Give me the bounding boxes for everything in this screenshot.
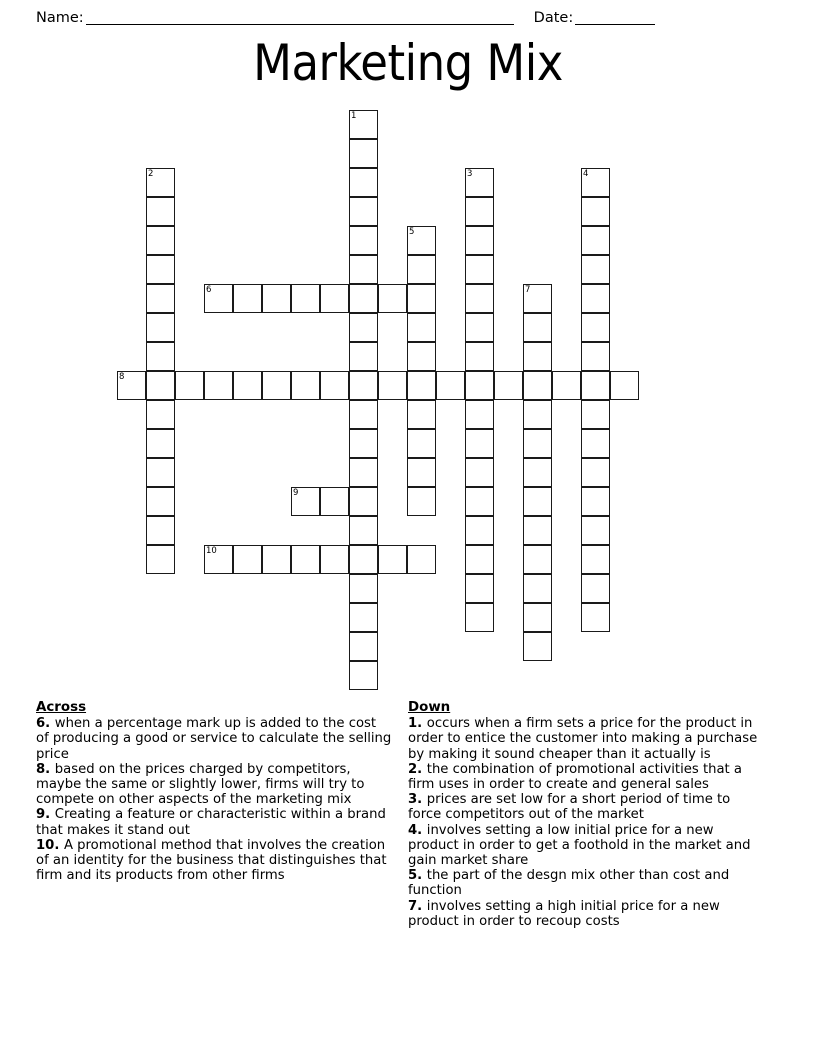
across-clue-list (36, 716, 392, 883)
crossword-cell[interactable] (465, 342, 494, 371)
across-clue (36, 838, 392, 884)
across-clue (36, 716, 392, 762)
crossword-cell[interactable] (349, 429, 378, 458)
clue-text: involves setting a high initial price for a new product in order to recoup costs (408, 898, 720, 929)
crossword-cell[interactable] (465, 400, 494, 429)
clue-number: 1. (408, 716, 427, 732)
crossword-cell[interactable] (204, 284, 233, 313)
crossword-cell[interactable] (146, 516, 175, 545)
crossword-cell[interactable] (523, 516, 552, 545)
crossword-cell[interactable] (581, 487, 610, 516)
crossword-cell[interactable] (349, 632, 378, 661)
clue-text: based on the prices charged by competitors, maybe the same or slightly lower, firms will try to compete on other aspects of the marketing mix (36, 761, 365, 808)
crossword-cell[interactable] (349, 284, 378, 313)
crossword-clue-number: 10 (206, 546, 217, 556)
crossword-cell[interactable] (378, 284, 407, 313)
clue-text: the part of the desgn mix other than cost and function (408, 868, 730, 899)
crossword-cell[interactable] (146, 168, 175, 197)
crossword-cell[interactable] (523, 371, 552, 400)
crossword-cell[interactable] (291, 545, 320, 574)
crossword-cell[interactable] (349, 516, 378, 545)
across-clue (36, 762, 392, 808)
across-clue (36, 807, 392, 837)
crossword-cell[interactable] (581, 313, 610, 342)
crossword-cell[interactable] (349, 487, 378, 516)
crossword-cell[interactable] (523, 603, 552, 632)
crossword-cell[interactable] (610, 371, 639, 400)
crossword-cell[interactable] (349, 226, 378, 255)
crossword-cell[interactable] (465, 545, 494, 574)
crossword-cell[interactable] (233, 284, 262, 313)
clue-text: occurs when a firm sets a price for the product in order to entice the customer into making a purchase by making it sound cheaper than it actually is (408, 716, 758, 762)
crossword-cell[interactable] (146, 487, 175, 516)
crossword-cell[interactable] (146, 342, 175, 371)
crossword-cell[interactable] (320, 545, 349, 574)
crossword-cell[interactable] (407, 545, 436, 574)
crossword-cell[interactable] (581, 168, 610, 197)
crossword-clue-number: 2 (148, 169, 154, 179)
crossword-cell[interactable] (349, 661, 378, 690)
crossword-cell[interactable] (407, 284, 436, 313)
crossword-cell[interactable] (233, 545, 262, 574)
crossword-cell[interactable] (407, 342, 436, 371)
clue-number: 10. (36, 837, 64, 853)
crossword-cell[interactable] (581, 545, 610, 574)
crossword-cell[interactable] (465, 574, 494, 603)
down-heading: Down (408, 700, 451, 715)
crossword-cell[interactable] (146, 313, 175, 342)
crossword-cell[interactable] (146, 429, 175, 458)
crossword-cell[interactable] (523, 545, 552, 574)
crossword-cell[interactable] (349, 139, 378, 168)
crossword-cell[interactable] (349, 168, 378, 197)
clue-text: when a percentage mark up is added to the cost of producing a good or service to calculate the selling price (36, 716, 392, 762)
crossword-cell[interactable] (523, 400, 552, 429)
crossword-cell[interactable] (407, 429, 436, 458)
crossword-cell[interactable] (465, 458, 494, 487)
crossword-cell[interactable] (291, 371, 320, 400)
crossword-clue-number: 5 (409, 227, 415, 237)
crossword-cell[interactable] (523, 632, 552, 661)
crossword-cell[interactable] (523, 458, 552, 487)
crossword-cell[interactable] (378, 545, 407, 574)
crossword-clue-number: 6 (206, 285, 212, 295)
crossword-clue-number: 1 (351, 111, 357, 121)
crossword-cell[interactable] (523, 574, 552, 603)
down-clue (408, 868, 764, 898)
crossword-cell[interactable] (291, 487, 320, 516)
crossword-clue-number: 9 (293, 488, 299, 498)
clue-number: 6. (36, 716, 55, 732)
crossword-cell[interactable] (146, 371, 175, 400)
across-heading: Across (36, 700, 87, 715)
crossword-cell[interactable] (581, 429, 610, 458)
down-clue (408, 823, 764, 869)
crossword-cell[interactable] (523, 342, 552, 371)
crossword-cell[interactable] (349, 400, 378, 429)
crossword-cell[interactable] (465, 429, 494, 458)
crossword-cell[interactable] (349, 197, 378, 226)
crossword-clue-number: 4 (583, 169, 589, 179)
crossword-cell[interactable] (146, 226, 175, 255)
crossword-cell[interactable] (581, 197, 610, 226)
crossword-cell[interactable] (349, 545, 378, 574)
crossword-cell[interactable] (465, 371, 494, 400)
crossword-cell[interactable] (581, 342, 610, 371)
crossword-cell[interactable] (465, 487, 494, 516)
crossword-cell[interactable] (349, 110, 378, 139)
crossword-cell[interactable] (407, 313, 436, 342)
across-clue-column (36, 700, 392, 929)
crossword-cell[interactable] (117, 371, 146, 400)
crossword-cell[interactable] (465, 168, 494, 197)
crossword-cell[interactable] (581, 371, 610, 400)
crossword-cell[interactable] (146, 284, 175, 313)
crossword-cell[interactable] (146, 400, 175, 429)
crossword-cell[interactable] (378, 371, 407, 400)
clue-text: involves setting a low initial price for a new product in order to get a foothold in the market and gain market share (408, 822, 751, 869)
crossword-cell[interactable] (349, 255, 378, 284)
crossword-cell[interactable] (175, 371, 204, 400)
crossword-cell[interactable] (349, 574, 378, 603)
crossword-cell[interactable] (146, 458, 175, 487)
clue-lists (0, 700, 816, 929)
crossword-cell[interactable] (465, 197, 494, 226)
crossword-cell[interactable] (523, 429, 552, 458)
clue-number: 3. (408, 792, 427, 808)
crossword-cell[interactable] (465, 255, 494, 284)
clue-text: Creating a feature or characteristic within a brand that makes it stand out (36, 807, 386, 838)
clue-text: the combination of promotional activities that a firm uses in order to create and general sales (408, 761, 742, 793)
crossword-cell[interactable] (320, 371, 349, 400)
down-clue-column (408, 700, 764, 929)
crossword-cell[interactable] (523, 284, 552, 313)
down-clue (408, 716, 764, 762)
crossword-cell[interactable] (581, 255, 610, 284)
crossword-cell[interactable] (581, 603, 610, 632)
crossword-cell[interactable] (581, 516, 610, 545)
crossword-cell[interactable] (581, 574, 610, 603)
crossword-cell[interactable] (320, 487, 349, 516)
crossword-clue-number: 7 (525, 285, 531, 295)
clue-number: 9. (36, 807, 55, 823)
crossword-cell[interactable] (494, 371, 523, 400)
clue-number: 4. (408, 822, 427, 838)
crossword-cell[interactable] (262, 284, 291, 313)
crossword-cell[interactable] (146, 255, 175, 284)
crossword-cell[interactable] (320, 284, 349, 313)
date-label: Date: (533, 10, 574, 26)
down-clue (408, 792, 764, 822)
clue-text: A promotional method that involves the creation of an identity for the business that distinguishes that firm and its products from other firms (36, 837, 387, 884)
crossword-cell[interactable] (581, 458, 610, 487)
crossword-cell[interactable] (581, 284, 610, 313)
crossword-cell[interactable] (436, 371, 465, 400)
crossword-cell[interactable] (204, 371, 233, 400)
crossword-cell[interactable] (407, 255, 436, 284)
crossword-clue-number: 8 (119, 372, 125, 382)
crossword-cell[interactable] (349, 603, 378, 632)
crossword-cell[interactable] (262, 545, 291, 574)
crossword-cell[interactable] (291, 284, 320, 313)
crossword-cell[interactable] (204, 545, 233, 574)
crossword-cell[interactable] (349, 342, 378, 371)
crossword-cell[interactable] (146, 545, 175, 574)
crossword-cell[interactable] (552, 371, 581, 400)
crossword-cell[interactable] (581, 400, 610, 429)
down-clue (408, 762, 764, 792)
crossword-cell[interactable] (465, 284, 494, 313)
crossword-cell[interactable] (407, 458, 436, 487)
crossword-cell[interactable] (349, 371, 378, 400)
page-title: Marketing Mix (253, 34, 563, 92)
crossword-cell[interactable] (233, 371, 262, 400)
clue-number: 5. (408, 868, 427, 884)
crossword-cell[interactable] (465, 516, 494, 545)
crossword-cell[interactable] (523, 487, 552, 516)
crossword-cell[interactable] (407, 226, 436, 255)
crossword-cell[interactable] (407, 400, 436, 429)
crossword-cell[interactable] (465, 313, 494, 342)
clue-number: 2. (408, 761, 427, 777)
crossword-cell[interactable] (465, 603, 494, 632)
crossword-cell[interactable] (349, 313, 378, 342)
crossword-clue-number: 3 (467, 169, 473, 179)
crossword-cell[interactable] (523, 313, 552, 342)
down-clue (408, 899, 764, 929)
down-clue-list (408, 716, 764, 929)
clue-text: prices are set low for a short period of time to force competitors out of the market (408, 792, 731, 823)
crossword-cell[interactable] (262, 371, 291, 400)
crossword-cell[interactable] (407, 371, 436, 400)
clue-number: 7. (408, 898, 427, 914)
crossword-cell[interactable] (465, 226, 494, 255)
name-label: Name: (36, 10, 84, 26)
crossword-cell[interactable] (349, 458, 378, 487)
crossword-cell[interactable] (407, 487, 436, 516)
crossword-cell[interactable] (581, 226, 610, 255)
clue-number: 8. (36, 761, 55, 777)
crossword-cell[interactable] (146, 197, 175, 226)
